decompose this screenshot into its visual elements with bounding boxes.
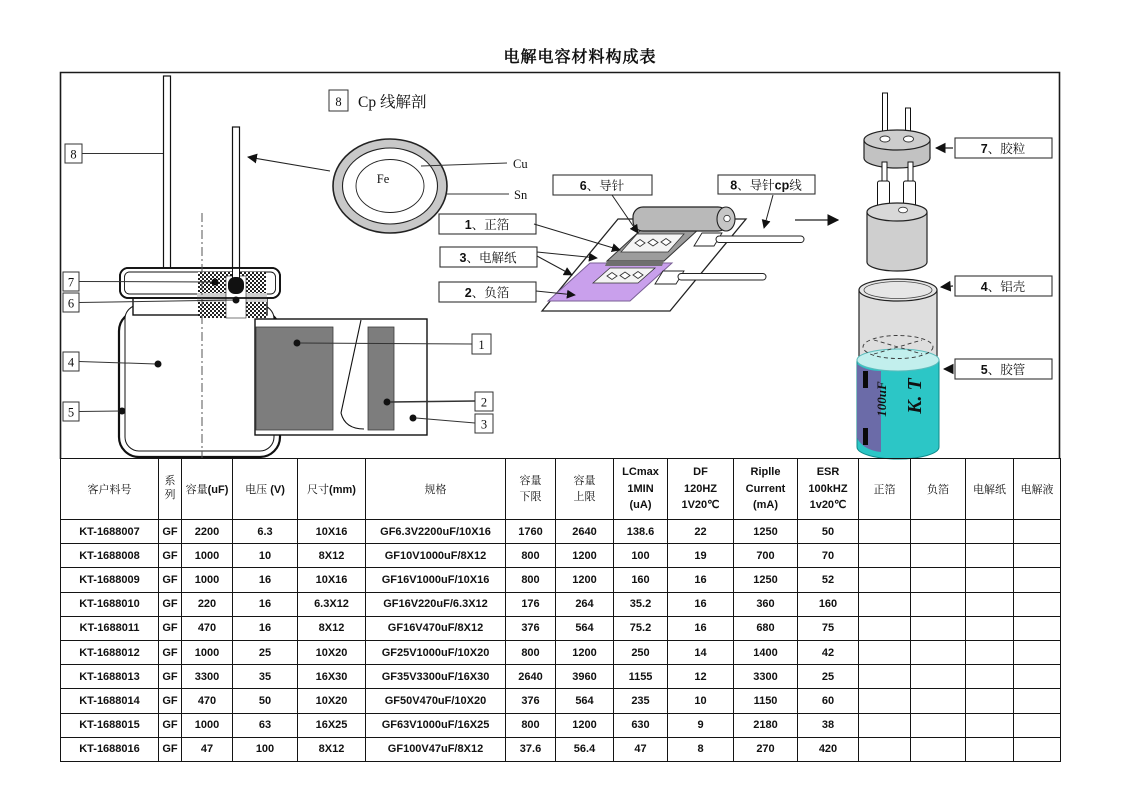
cell-lcmax: 235 (614, 689, 668, 713)
table-row (61, 568, 1061, 592)
cell-cap_lower: 800 (506, 568, 556, 592)
cell-cap_lower: 176 (506, 592, 556, 616)
cell-lcmax: 100 (614, 544, 668, 568)
cell-neg_foil (911, 689, 966, 713)
cell-esr: 420 (798, 737, 859, 761)
cell-paper (966, 592, 1014, 616)
col-paper: 电解纸 (966, 459, 1014, 520)
cell-size: 10X16 (298, 520, 366, 544)
callout-line-5 (79, 411, 121, 412)
cell-size: 16X25 (298, 713, 366, 737)
cell-lcmax: 160 (614, 568, 668, 592)
cell-esr: 52 (798, 568, 859, 592)
cell-part_no: KT-1688010 (61, 592, 159, 616)
col-esr: ESR 100kHZ 1v20℃ (798, 459, 859, 520)
dot-5 (119, 408, 126, 415)
sleeve-rim (857, 349, 939, 371)
cell-spec: GF16V1000uF/10X16 (366, 568, 506, 592)
seal-hole-1 (880, 136, 890, 142)
cell-esr: 25 (798, 665, 859, 689)
rolled-element (633, 207, 728, 231)
ref-4: 4 (67, 355, 75, 370)
cell-pos_foil (859, 689, 911, 713)
col-size: 尺寸(mm) (298, 459, 366, 520)
label-alu-case: 4、铝壳 (980, 280, 1026, 294)
label-paper: 3、电解纸 (459, 251, 517, 265)
cell-ripple: 360 (734, 592, 798, 616)
alu-can-mouth (859, 279, 937, 301)
cell-electrolyte (1014, 592, 1061, 616)
col-electrolyte: 电解液 (1014, 459, 1061, 520)
cell-paper (966, 544, 1014, 568)
cell-spec: GF16V220uF/6.3X12 (366, 592, 506, 616)
lead-wire-top (716, 236, 804, 243)
col-part-no: 客户料号 (61, 459, 159, 520)
cell-df: 14 (668, 640, 734, 664)
ref-7: 7 (67, 275, 75, 290)
cell-pos_foil (859, 737, 911, 761)
cell-esr: 50 (798, 520, 859, 544)
cell-ripple: 1150 (734, 689, 798, 713)
wire-core (356, 160, 424, 213)
lead-tip (228, 277, 244, 294)
cell-electrolyte (1014, 568, 1061, 592)
cell-cap_upper: 2640 (556, 520, 614, 544)
label-rubber-seal: 7、胶粒 (980, 142, 1026, 156)
cell-electrolyte (1014, 737, 1061, 761)
cell-voltage: 50 (233, 689, 298, 713)
cell-series: GF (159, 544, 182, 568)
polarity-dash-2 (863, 428, 868, 445)
cell-df: 12 (668, 665, 734, 689)
cell-ripple: 1250 (734, 568, 798, 592)
unrolled-foil (255, 319, 493, 435)
label-lead-pin: 6、导针 (579, 179, 625, 193)
cell-part_no: KT-1688014 (61, 689, 159, 713)
cell-cap_upper: 3960 (556, 665, 614, 689)
cell-lcmax: 250 (614, 640, 668, 664)
exploded-view (857, 93, 1052, 459)
cell-part_no: KT-1688016 (61, 737, 159, 761)
seal-disc-top (864, 130, 930, 150)
cell-cap_upper: 1200 (556, 568, 614, 592)
cell-series: GF (159, 665, 182, 689)
col-lcmax: LCmax 1MIN (uA) (614, 459, 668, 520)
cell-voltage: 100 (233, 737, 298, 761)
cell-paper (966, 665, 1014, 689)
cell-pos_foil (859, 592, 911, 616)
cell-part_no: KT-1688008 (61, 544, 159, 568)
cell-cap_lower: 800 (506, 544, 556, 568)
cell-capacity: 1000 (182, 713, 233, 737)
dot-2 (384, 399, 391, 406)
cell-voltage: 10 (233, 544, 298, 568)
lead-wire-long (164, 76, 171, 269)
cell-pos_foil (859, 568, 911, 592)
cell-ripple: 680 (734, 616, 798, 640)
cell-paper (966, 616, 1014, 640)
col-neg-foil: 负箔 (911, 459, 966, 520)
cell-voltage: 16 (233, 592, 298, 616)
cell-cap_lower: 37.6 (506, 737, 556, 761)
cell-pos_foil (859, 520, 911, 544)
cell-electrolyte (1014, 665, 1061, 689)
col-spec: 规格 (366, 459, 506, 520)
cell-neg_foil (911, 544, 966, 568)
cell-capacity: 1000 (182, 544, 233, 568)
cell-paper (966, 640, 1014, 664)
foil-stack (439, 175, 838, 311)
ref-5: 5 (67, 405, 75, 420)
col-voltage: 电压 (V) (233, 459, 298, 520)
cp-title: Cp 线解剖 (358, 94, 427, 111)
table-row (61, 544, 1061, 568)
cell-esr: 38 (798, 713, 859, 737)
cell-capacity: 470 (182, 616, 233, 640)
cell-cap_upper: 564 (556, 616, 614, 640)
table-row (61, 640, 1061, 664)
col-cap-upper: 容量 上限 (556, 459, 614, 520)
cell-spec: GF50V470uF/10X20 (366, 689, 506, 713)
table-row (61, 713, 1061, 737)
cell-voltage: 6.3 (233, 520, 298, 544)
cell-pos_foil (859, 665, 911, 689)
table-row (61, 689, 1061, 713)
cell-df: 10 (668, 689, 734, 713)
cell-cap_upper: 1200 (556, 713, 614, 737)
element-top (867, 203, 927, 221)
cell-size: 10X16 (298, 568, 366, 592)
cell-series: GF (159, 713, 182, 737)
cell-esr: 42 (798, 640, 859, 664)
cell-neg_foil (911, 665, 966, 689)
cell-series: GF (159, 520, 182, 544)
cell-cap_upper: 564 (556, 689, 614, 713)
ref-3: 3 (480, 417, 488, 432)
cell-electrolyte (1014, 640, 1061, 664)
col-capacity: 容量(uF) (182, 459, 233, 520)
cell-capacity: 2200 (182, 520, 233, 544)
col-pos-foil: 正箔 (859, 459, 911, 520)
cell-spec: GF6.3V2200uF/10X16 (366, 520, 506, 544)
cell-cap_upper: 264 (556, 592, 614, 616)
cell-spec: GF25V1000uF/10X20 (366, 640, 506, 664)
cell-part_no: KT-1688009 (61, 568, 159, 592)
table-row (61, 665, 1061, 689)
can-body-inner-line (125, 305, 274, 451)
cell-part_no: KT-1688011 (61, 616, 159, 640)
label-rubber-tube: 5、胶管 (980, 363, 1026, 377)
cross-section (63, 76, 493, 458)
cell-spec: GF63V1000uF/16X25 (366, 713, 506, 737)
cell-lcmax: 138.6 (614, 520, 668, 544)
cell-df: 16 (668, 568, 734, 592)
col-series: 系 列 (159, 459, 182, 520)
cell-df: 8 (668, 737, 734, 761)
spec-table-body (61, 520, 1061, 762)
cell-size: 8X12 (298, 544, 366, 568)
cell-voltage: 35 (233, 665, 298, 689)
label-pos-foil: 1、正箔 (464, 218, 510, 232)
cell-pos_foil (859, 713, 911, 737)
cell-cap_upper: 1200 (556, 544, 614, 568)
page-title: 电解电容材料构成表 (503, 49, 657, 66)
cell-capacity: 1000 (182, 568, 233, 592)
core-label-fe: Fe (376, 172, 390, 186)
arrow-alu-case (941, 286, 953, 287)
dot-4 (155, 361, 162, 368)
cell-neg_foil (911, 640, 966, 664)
cell-paper (966, 737, 1014, 761)
arrow-paper-2 (537, 256, 572, 275)
cell-cap_lower: 800 (506, 713, 556, 737)
cell-size: 10X20 (298, 689, 366, 713)
cell-size: 8X12 (298, 616, 366, 640)
cell-cap_lower: 376 (506, 616, 556, 640)
cell-series: GF (159, 592, 182, 616)
dot-7 (212, 279, 219, 286)
cell-electrolyte (1014, 520, 1061, 544)
callout-line-7 (79, 282, 213, 283)
cell-spec: GF35V3300uF/16X30 (366, 665, 506, 689)
cell-electrolyte (1014, 616, 1061, 640)
sleeve-brand-text: K. T (904, 378, 926, 414)
cell-neg_foil (911, 592, 966, 616)
cell-capacity: 1000 (182, 640, 233, 664)
cell-paper (966, 713, 1014, 737)
table-row (61, 737, 1061, 761)
table-header-row (61, 459, 1061, 520)
cell-electrolyte (1014, 689, 1061, 713)
element-top-hole (899, 207, 908, 213)
cell-capacity: 470 (182, 689, 233, 713)
table-row (61, 616, 1061, 640)
cell-capacity: 47 (182, 737, 233, 761)
cell-neg_foil (911, 737, 966, 761)
cell-spec: GF10V1000uF/8X12 (366, 544, 506, 568)
cell-size: 6.3X12 (298, 592, 366, 616)
cell-neg_foil (911, 520, 966, 544)
cell-paper (966, 520, 1014, 544)
cell-series: GF (159, 640, 182, 664)
negative-foil-strip (368, 327, 394, 430)
cell-pos_foil (859, 640, 911, 664)
cell-lcmax: 630 (614, 713, 668, 737)
cell-part_no: KT-1688012 (61, 640, 159, 664)
cell-ripple: 270 (734, 737, 798, 761)
cell-series: GF (159, 737, 182, 761)
polarity-dash-1 (863, 371, 868, 388)
cell-series: GF (159, 616, 182, 640)
cell-spec: GF16V470uF/8X12 (366, 616, 506, 640)
cell-capacity: 3300 (182, 665, 233, 689)
cell-size: 16X30 (298, 665, 366, 689)
col-ripple: Riplle Current (mA) (734, 459, 798, 520)
cell-cap_lower: 800 (506, 640, 556, 664)
cp-arrow-to-lead (248, 157, 330, 171)
cell-df: 9 (668, 713, 734, 737)
cell-neg_foil (911, 616, 966, 640)
cell-cap_lower: 376 (506, 689, 556, 713)
cell-ripple: 700 (734, 544, 798, 568)
ref-8: 8 (70, 147, 77, 162)
dot-6 (233, 297, 240, 304)
cell-cap_lower: 2640 (506, 665, 556, 689)
cell-series: GF (159, 689, 182, 713)
cell-df: 16 (668, 616, 734, 640)
label-neg-foil: 2、负箔 (464, 286, 510, 300)
cell-electrolyte (1014, 713, 1061, 737)
dot-3 (410, 415, 417, 422)
cell-cap_lower: 1760 (506, 520, 556, 544)
cell-df: 19 (668, 544, 734, 568)
element-hole (724, 215, 730, 221)
cell-lcmax: 1155 (614, 665, 668, 689)
callout-line-2 (390, 401, 475, 402)
table-row (61, 592, 1061, 616)
label-lead-cp: 8、导针cp线 (730, 178, 802, 193)
cell-voltage: 16 (233, 568, 298, 592)
cell-esr: 70 (798, 544, 859, 568)
cell-voltage: 63 (233, 713, 298, 737)
ref-6: 6 (67, 296, 75, 311)
cell-lcmax: 75.2 (614, 616, 668, 640)
cu-label: Cu (513, 157, 528, 171)
arrow-lead-cp (764, 195, 773, 228)
cell-esr: 60 (798, 689, 859, 713)
cell-series: GF (159, 568, 182, 592)
cell-lcmax: 47 (614, 737, 668, 761)
cell-electrolyte (1014, 544, 1061, 568)
ref-2: 2 (480, 395, 488, 410)
col-cap-lower: 容量 下限 (506, 459, 556, 520)
cell-paper (966, 689, 1014, 713)
dot-1 (294, 340, 301, 347)
ref-1: 1 (478, 338, 485, 352)
col-df: DF 120HZ 1V20℃ (668, 459, 734, 520)
cell-part_no: KT-1688015 (61, 713, 159, 737)
cell-size: 8X12 (298, 737, 366, 761)
cell-size: 10X20 (298, 640, 366, 664)
cell-part_no: KT-1688013 (61, 665, 159, 689)
cell-paper (966, 568, 1014, 592)
cell-cap_upper: 1200 (556, 640, 614, 664)
cell-part_no: KT-1688007 (61, 520, 159, 544)
cell-esr: 75 (798, 616, 859, 640)
cell-esr: 160 (798, 592, 859, 616)
cell-df: 16 (668, 592, 734, 616)
seal-hole-2 (904, 136, 914, 142)
lead-wire-bottom (678, 274, 766, 281)
lead-wire-short (233, 127, 240, 280)
cell-pos_foil (859, 616, 911, 640)
cell-ripple: 1250 (734, 520, 798, 544)
positive-foil-edge (605, 261, 664, 266)
cell-df: 22 (668, 520, 734, 544)
cell-cap_upper: 56.4 (556, 737, 614, 761)
cp-wire-anatomy (248, 90, 528, 233)
cell-pos_foil (859, 544, 911, 568)
cell-ripple: 3300 (734, 665, 798, 689)
cell-neg_foil (911, 713, 966, 737)
ref-8b: 8 (335, 95, 342, 109)
cell-voltage: 16 (233, 616, 298, 640)
cell-neg_foil (911, 568, 966, 592)
cell-spec: GF100V47uF/8X12 (366, 737, 506, 761)
cell-ripple: 2180 (734, 713, 798, 737)
spec-table (60, 458, 1061, 762)
cell-voltage: 25 (233, 640, 298, 664)
cell-lcmax: 35.2 (614, 592, 668, 616)
table-row (61, 520, 1061, 544)
cell-capacity: 220 (182, 592, 233, 616)
sn-label: Sn (514, 188, 528, 202)
cell-ripple: 1400 (734, 640, 798, 664)
sleeve-capacity-text: 100uF (874, 381, 889, 417)
